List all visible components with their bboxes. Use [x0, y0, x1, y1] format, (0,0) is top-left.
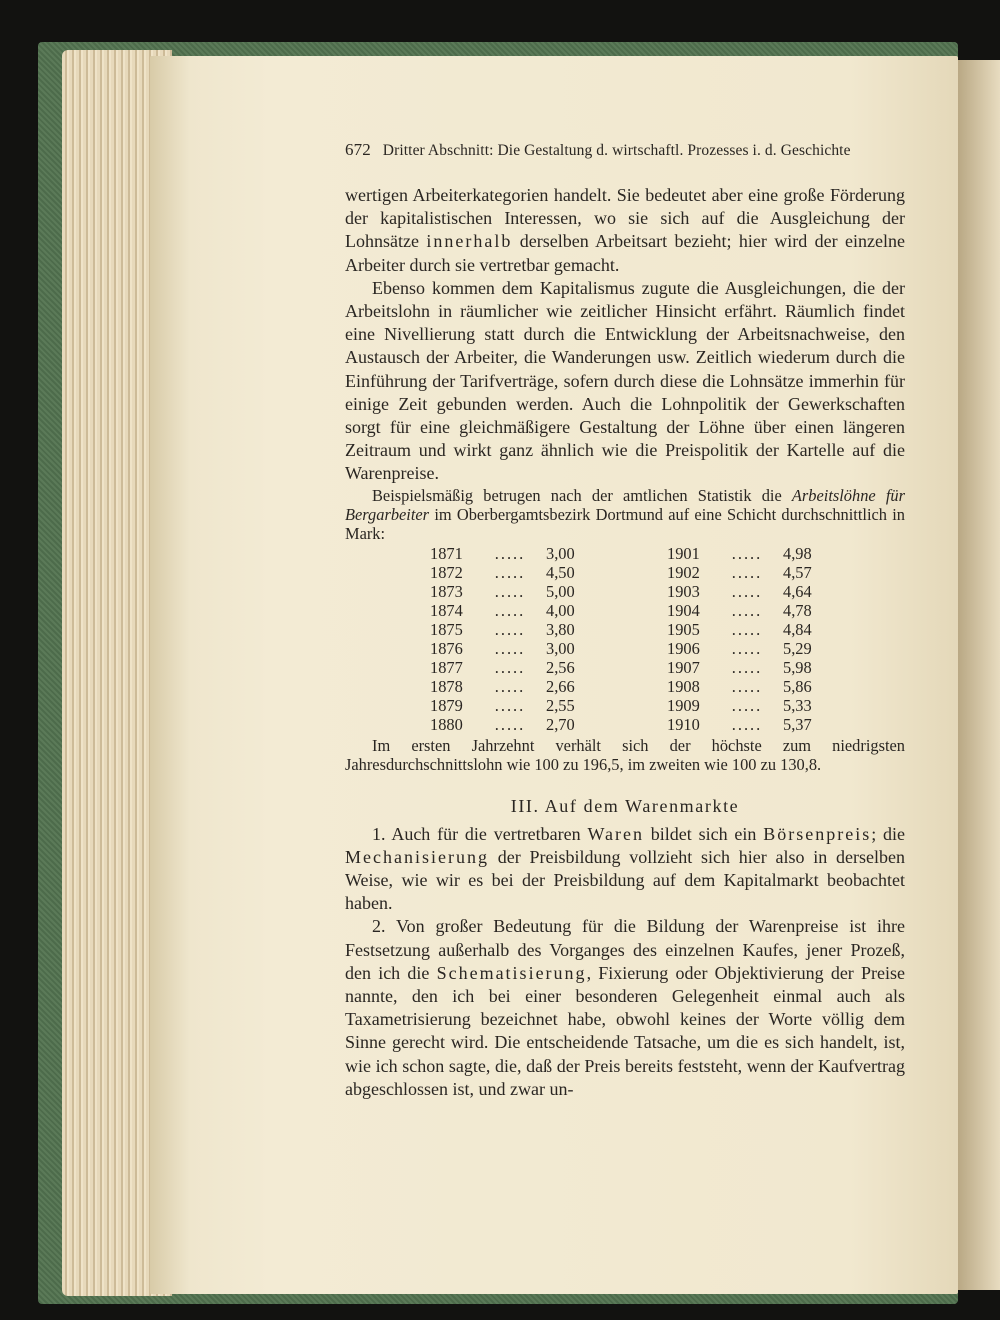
- para3-text-2: im Oberbergamtsbezirk Dortmund auf eine Schicht durchschnittlich in Mark:: [345, 504, 905, 543]
- running-head: [345, 140, 905, 160]
- para5-text-2: bildet sich ein: [644, 823, 764, 844]
- table-row: 1877 ..... 2,56: [430, 657, 575, 677]
- para5-emphasis-3: Mechanisierung: [345, 846, 489, 867]
- table-row: 1909 ..... 5,33: [667, 695, 812, 715]
- page-text: [345, 140, 905, 1101]
- table-row: 1878 ..... 2,66: [430, 676, 575, 696]
- table-row: 1873 ..... 5,00: [430, 581, 575, 601]
- table-row: 1871 ..... 3,00: [430, 543, 575, 563]
- para5-text-3: ; die: [871, 823, 906, 844]
- para5-text-1: 1. Auch für die vertretbaren: [372, 823, 588, 844]
- para6-emphasis: Schematisierung: [436, 962, 587, 983]
- para5-emphasis-2: Börsenpreis: [763, 823, 872, 844]
- table-row: 1906 ..... 5,29: [667, 638, 812, 658]
- table-row: 1903 ..... 4,64: [667, 581, 812, 601]
- table-row: 1879 ..... 2,55: [430, 695, 575, 715]
- para5-emphasis-1: Waren: [587, 823, 644, 844]
- para1-emphasis: innerhalb: [426, 231, 513, 252]
- table-row: 1902 ..... 4,57: [667, 562, 812, 582]
- para6-text-2: , Fixierung oder Objektivierung der Preise nannte, den ich bei einer besonderen Gelegenheit einmal auch als Taxametrisierung bezeichnet habe, obwohl keines der Worte völlig dem Sinne gerecht wird. Die entscheidende Tatsache, um die es sich handelt, ist, wie ich schon sagte, die, daß der Preis bereits feststeht, wenn der Kaufvertrag abgeschlossen ist, und zwar un-: [345, 962, 905, 1099]
- table-row: 1901 ..... 4,98: [667, 543, 812, 563]
- table-row: 1908 ..... 5,86: [667, 676, 812, 696]
- wage-table: [345, 544, 905, 736]
- running-head-title: Dritter Abschnitt: Die Gestaltung d. wirtschaftl. Prozesses i. d. Geschichte: [382, 142, 851, 159]
- paragraph-4: Im ersten Jahrzehnt verhält sich der höchste zum niedrigsten Jahresdurchschnittslohn wie 100 zu 196,5, im zweiten wie 100 zu 130,8.: [345, 735, 905, 774]
- para3-text-1: Beispielsmäßig betrugen nach der amtlichen Statistik die: [372, 485, 792, 505]
- wage-column-left: [430, 544, 586, 734]
- paragraph-6: [345, 915, 905, 1101]
- page-number: 672: [345, 140, 371, 159]
- table-row: 1904 ..... 4,78: [667, 600, 812, 620]
- paragraph-3: [345, 486, 905, 543]
- paragraph-1: [345, 184, 905, 277]
- table-row: 1907 ..... 5,98: [667, 657, 812, 677]
- table-row: 1876 ..... 3,00: [430, 638, 575, 658]
- para6-text-1: 2. Von großer Bedeutung für die Bildung der Warenpreise ist ihre Festsetzung außerhalb des Vorganges des einzelnen Kaufes, jener Prozeß, den ich die: [345, 916, 905, 983]
- table-row: 1905 ..... 4,84: [667, 619, 812, 639]
- paragraph-5: [345, 823, 905, 916]
- para1-text-1: wertigen Arbeiterkategorien handelt. Sie bedeutet aber eine große Förderung der kapitalistischen Interessen, wo sie sich auf die Ausgleichung der Lohnsätze: [345, 185, 905, 252]
- para5-text-4: der Preisbildung vollzieht sich hier also in derselben Weise, wie wir es bei der Preisbildung auf dem Kapitalmarkt beobachtet haben.: [345, 846, 905, 914]
- para3-italic: Arbeitslöhne für Bergarbeiter: [345, 485, 905, 524]
- table-row: 1880 ..... 2,70: [430, 714, 575, 734]
- facing-page-edge: [958, 60, 1000, 1290]
- table-row: 1910 ..... 5,37: [667, 714, 812, 734]
- wage-column-right: [667, 544, 823, 734]
- table-row: 1875 ..... 3,80: [430, 619, 575, 639]
- table-row: 1872 ..... 4,50: [430, 562, 575, 582]
- section-heading: III. Auf dem Warenmarkte: [510, 795, 740, 816]
- para1-text-2: derselben Arbeitsart bezieht; hier wird der einzelne Arbeiter durch sie vertretbar gemacht.: [345, 231, 906, 275]
- table-row: 1874 ..... 4,00: [430, 600, 575, 620]
- paragraph-2: Ebenso kommen dem Kapitalismus zugute die Ausgleichungen, die der Arbeitslohn in räumlicher wie zeitlicher Hinsicht erfährt. Räumlich findet eine Nivellierung statt durch die Entwicklung der Arbeitsnachweise, den Austausch der Arbeiter, die Wanderungen usw. Zeitlich wiederum durch die Einführung der Tarifverträge, sofern durch diese die Lohnsätze immerhin für einige Zeit gebunden werden. Auch die Lohnpolitik der Gewerkschaften sorgt für eine gleichmäßigere Gestaltung der Löhne über einen längeren Zeitraum und wirkt ganz ähnlich wie die Preispolitik der Kartelle auf die Warenpreise.: [345, 277, 905, 484]
